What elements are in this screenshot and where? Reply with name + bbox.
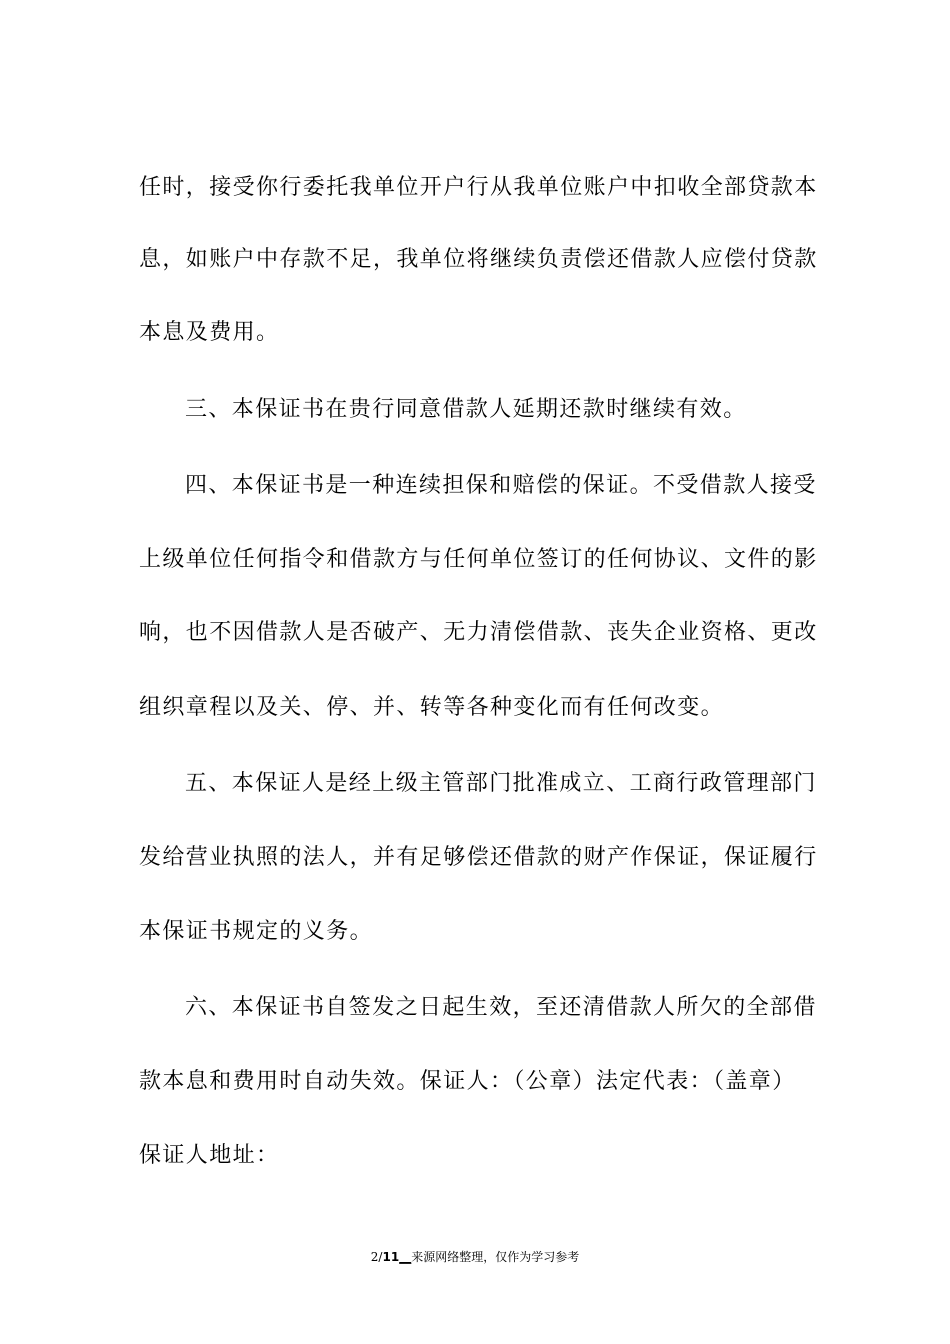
paragraph-five-line-2: 发给营业执照的法人，并有足够偿还借款的财产作保证，保证履行 — [139, 845, 818, 870]
paragraph-four-line-1: 四、本保证书是一种连续担保和赔偿的保证。不受借款人接受 — [185, 473, 817, 498]
paragraph-five-line-3: 本保证书规定的义务。 — [139, 919, 374, 944]
body-line-2: 息，如账户中存款不足，我单位将继续负责偿还借款人应偿付贷款 — [139, 247, 818, 272]
page-total: 11 — [382, 1250, 400, 1264]
paragraph-four-line-2: 上级单位任何指令和借款方与任何单位签订的任何协议、文件的影 — [139, 547, 818, 572]
guarantor-address-line: 保证人地址： — [139, 1143, 280, 1168]
paragraph-six-line-1: 六、本保证书自签发之日起生效，至还清借款人所欠的全部借 — [185, 995, 817, 1020]
paragraph-four-line-3: 响，也不因借款人是否破产、无力清偿借款、丧失企业资格、更改 — [139, 620, 818, 645]
paragraph-four-line-4: 组织章程以及关、停、并、转等各种变化而有任何改变。 — [139, 695, 725, 720]
page-footer — [0, 1249, 950, 1265]
page-number: 2/ — [370, 1250, 383, 1264]
footer-note: 来源网络整理，仅作为学习参考 — [411, 1250, 580, 1264]
body-line-1: 任时，接受你行委托我单位开户行从我单位账户中扣收全部贷款本 — [139, 175, 818, 200]
paragraph-three: 三、本保证书在贵行同意借款人延期还款时继续有效。 — [185, 397, 747, 422]
body-line-3: 本息及费用。 — [139, 320, 280, 345]
paragraph-five-line-1: 五、本保证人是经上级主管部门批准成立、工商行政管理部门 — [185, 771, 817, 796]
footer-separator: __ — [399, 1250, 412, 1264]
paragraph-six-line-2: 款本息和费用时自动失效。保证人：（公章）法定代表：（盖章） — [139, 1069, 796, 1094]
